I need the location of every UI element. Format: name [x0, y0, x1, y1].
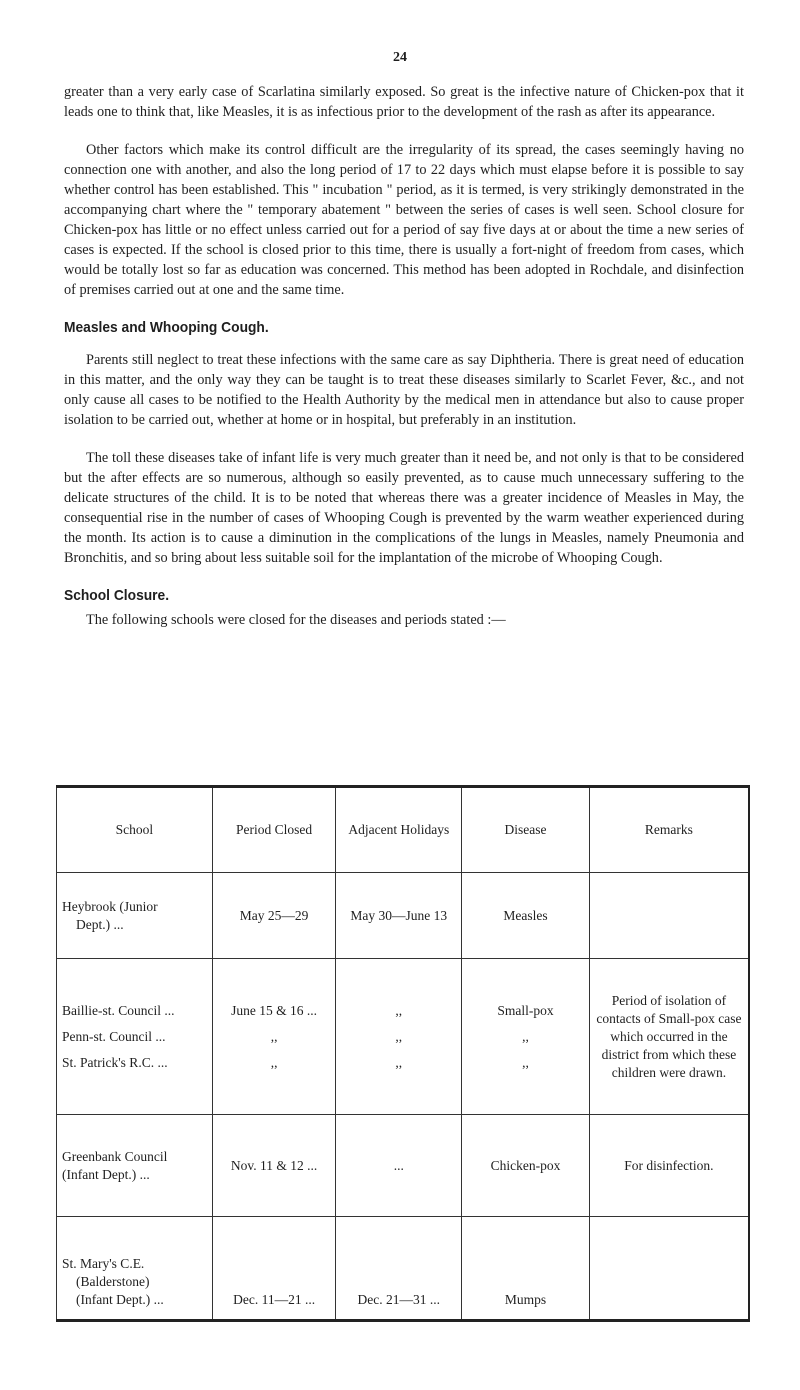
school-name: Greenbank Council — [62, 1148, 168, 1164]
school-name-cont: Dept.) ... — [76, 916, 124, 932]
holidays-cell: Dec. 21—31 ... — [336, 1217, 462, 1321]
remarks-cell — [589, 873, 749, 959]
school-name: Baillie-st. Council ... — [62, 1002, 175, 1018]
school-cell — [57, 873, 213, 959]
holidays-cell — [336, 959, 462, 1115]
paragraph-parents-neglect: Parents still neglect to treat these infections with the same care as say Diphtheria. There is great need of education in this matter, and the only way they can be taught is to treat these diseases similarly to Scarlet Fever, &c., and not only cause all cases to be notified to the Health Authority by the medical men in attendance but also to cause proper isolation to be carried out, whether at home or in hospital, but preferably in an institution. — [64, 352, 744, 428]
period-cell — [212, 959, 336, 1115]
disease-cell: Mumps — [462, 1217, 590, 1321]
page-body — [64, 82, 744, 630]
paragraph-chicken-pox-intro: greater than a very early case of Scarlatina similarly exposed. So great is the infective nature of Chicken-pox that it leads one to think that, like Measles, it is as infectious prior to the development of the rash as after its appearance. — [64, 84, 744, 120]
remarks-cell: For disinfection. — [589, 1115, 749, 1217]
disease-ditto: ,, — [522, 1028, 529, 1044]
table-row — [57, 873, 750, 959]
school-name: St. Mary's C.E. — [62, 1256, 145, 1271]
period-ditto: ,, — [270, 1054, 278, 1070]
school-name: Penn-st. Council ... — [62, 1028, 166, 1044]
school-name: St. Patrick's R.C. ... — [62, 1054, 168, 1070]
header-remarks: Remarks — [589, 787, 749, 873]
header-school: School — [57, 787, 213, 873]
disease-cell: Chicken-pox — [462, 1115, 590, 1217]
school-name-cont: (Balderstone) — [76, 1274, 150, 1289]
disease-value: Small-pox — [497, 1002, 554, 1018]
period-cell: May 25—29 — [212, 873, 336, 959]
school-closure-table-container — [56, 785, 750, 1322]
period-cell: Nov. 11 & 12 ... — [212, 1115, 336, 1217]
school-cell — [57, 1217, 213, 1321]
header-disease: Disease — [462, 787, 590, 873]
header-adjacent-holidays: Adjacent Holidays — [336, 787, 462, 873]
paragraph-control-factors: Other factors which make its control difficult are the irregularity of its spread, the cases seemingly having no connection one with another, and also the long period of 17 to 22 days which must elapse before it is possible to say whether control has been established. This " incubation " period, as it is termed, is very strikingly demonstrated in the accompanying chart where the " temporary abatement " between the series of cases is well seen. School closure for Chicken-pox has little or no effect unless carried out for a period of say five days at or about the time a new series of cases is expected. If the school is closed prior to this time, there is usually a fort-night of freedom from cases, which would be totally lost so far as education was concerned. This method has been adopted in Rochdale, and disinfection of premises carried out at one and the same time. — [64, 142, 744, 298]
header-period-closed: Period Closed — [212, 787, 336, 873]
paragraph-infant-toll: The toll these diseases take of infant life is very much greater than it need be, and not only is that to be considered but the after effects are so numerous, although so easily prevented, as to cause much unnecessary suffering to the delicate structures of the child. It is to be noted that whereas there was a greater incidence of Measles in May, the consequential rise in the number of cases of Whooping Cough is prevented by the warm weather experienced during the month. Its action is to cause a diminution in the complications of the lungs in Measles, namely Pneumonia and Bronchitis, and so bring about less suitable soil for the implantation of the microbe of Whooping Cough. — [64, 450, 744, 566]
holidays-cell: May 30—June 13 — [336, 873, 462, 959]
table-row — [57, 1217, 750, 1321]
heading-school-closure: School Closure. — [64, 587, 170, 604]
table-row — [57, 959, 750, 1115]
disease-cell — [462, 959, 590, 1115]
school-cell — [57, 1115, 213, 1217]
school-name: Heybrook (Junior — [62, 898, 158, 914]
heading-measles-whooping-cough: Measles and Whooping Cough. — [64, 319, 269, 336]
period-value: June 15 & 16 ... — [231, 1002, 318, 1018]
holidays-ditto: ,, — [395, 1002, 403, 1018]
disease-cell: Measles — [462, 873, 590, 959]
table-row — [57, 1115, 750, 1217]
school-name-cont: (Infant Dept.) ... — [62, 1166, 150, 1182]
page-number: 24 — [393, 50, 407, 65]
paragraph-closure-intro: The following schools were closed for the diseases and periods stated :— — [86, 612, 506, 628]
disease-ditto: ,, — [522, 1054, 529, 1070]
period-cell: Dec. 11—21 ... — [212, 1217, 336, 1321]
period-ditto: ,, — [270, 1028, 278, 1044]
school-closure-table — [56, 785, 750, 1322]
school-cell — [57, 959, 213, 1115]
holidays-ditto: ,, — [395, 1028, 403, 1044]
remarks-cell: Period of isolation of contacts of Small-pox case which occurred in the district from which these children were drawn. — [589, 959, 749, 1115]
table-header-row — [57, 787, 750, 873]
holidays-cell: ... — [336, 1115, 462, 1217]
school-name-cont: (Infant Dept.) ... — [76, 1292, 164, 1307]
holidays-ditto: ,, — [395, 1054, 403, 1070]
remarks-cell — [589, 1217, 749, 1321]
